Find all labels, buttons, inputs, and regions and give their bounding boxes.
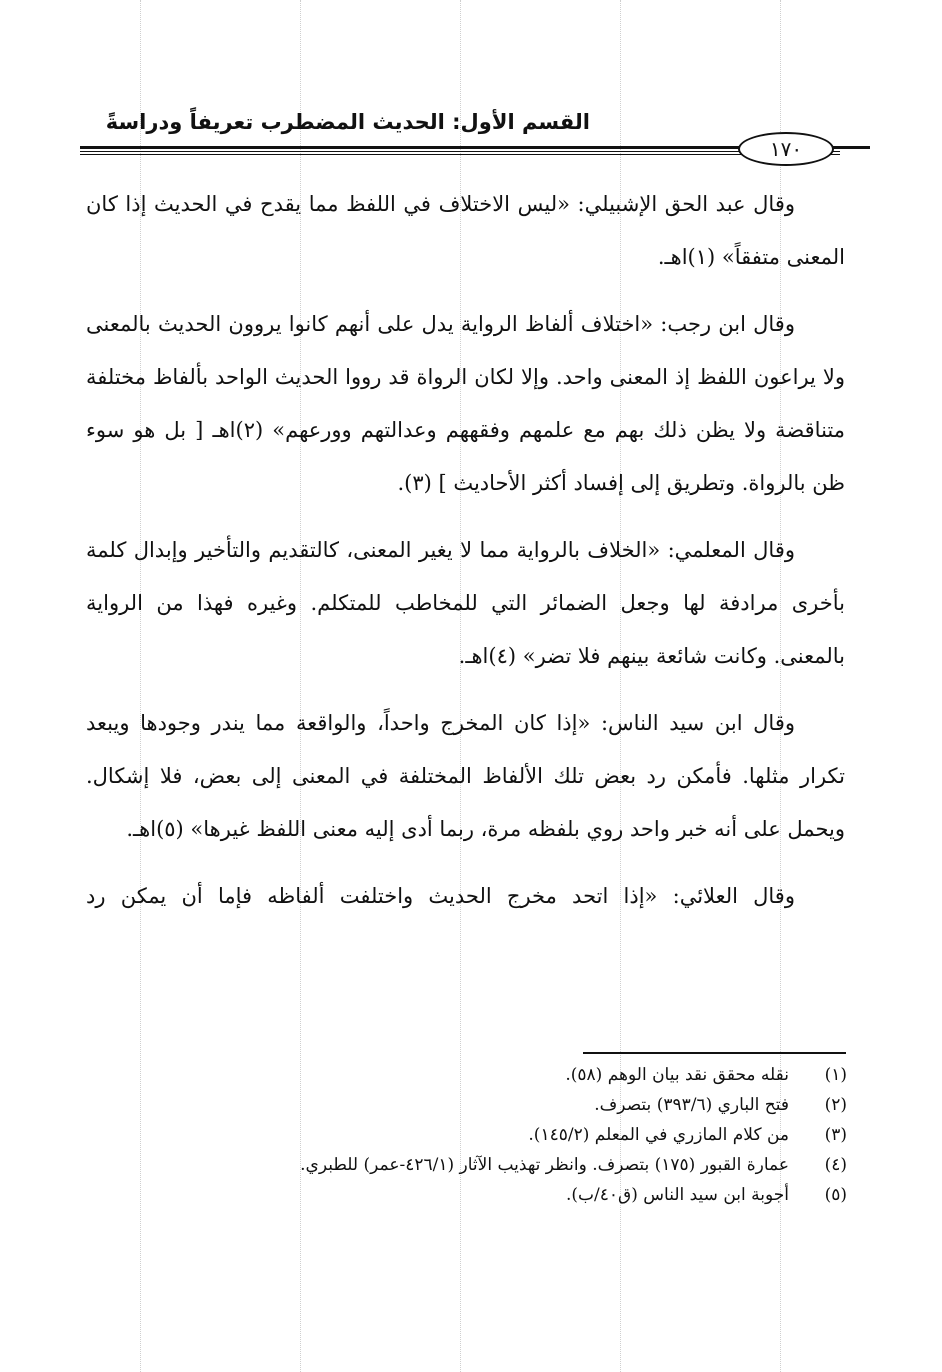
footnote-text: نقله محقق نقد بيان الوهم (٥٨).	[565, 1065, 789, 1085]
header-rule	[80, 154, 840, 155]
main-text	[86, 178, 845, 937]
footnote-text: من كلام المازري في المعلم (١٤٥/٢).	[528, 1125, 789, 1145]
footnote-number: (١)	[824, 1065, 847, 1085]
footnote-text: أجوبة ابن سيد الناس (ق٤٠/ب).	[565, 1185, 789, 1205]
running-header-title: القسم الأول: الحديث المضطرب تعريفاً ودراسةً	[105, 110, 590, 134]
footnotes	[90, 1060, 847, 1210]
footnote	[90, 1150, 847, 1180]
header-rule	[80, 151, 840, 152]
footnote	[90, 1120, 847, 1150]
footnote-number: (٣)	[824, 1125, 847, 1145]
paragraph: وقال العلائي: «إذا اتحد مخرج الحديث واختلفت ألفاظه فإما أن يمكن رد	[86, 884, 795, 908]
paragraph: وقال ابن رجب: «اختلاف ألفاظ الرواية يدل على أنهم كانوا يروون الحديث بالمعنى ولا يراعون اللفظ إذ المعنى واحد. وإلا لكان الرواة قد رووا الحديث الواحد بألفاظ مختلفة متناقضة ولا يظن ذلك بهم مع علمهم وفقههم وعدالتهم وورعهم» (٢)اهـ [ بل هو سوء ظن بالرواة. وتطريق إلى إفساد أكثر الأحاديث ] (٣).	[86, 312, 845, 495]
footnote-separator	[583, 1052, 846, 1054]
footnote	[90, 1060, 847, 1090]
page-number-ornament	[830, 146, 870, 149]
footnote-text: فتح الباري (٣٩٣/٦) بتصرف.	[594, 1095, 789, 1115]
footnote	[90, 1090, 847, 1120]
paragraph: وقال عبد الحق الإشبيلي: «ليس الاختلاف في اللفظ مما يقدح في الحديث إذا كان المعنى متفقاً» (١)اهـ.	[86, 192, 845, 269]
footnote-number: (٥)	[824, 1185, 847, 1205]
footnote-text: عمارة القبور (١٧٥) بتصرف. وانظر تهذيب الآثار (٤٢٦/١-عمر) للطبري.	[300, 1155, 789, 1175]
footnote-number: (٤)	[824, 1155, 847, 1175]
footnote-number: (٢)	[824, 1095, 847, 1115]
paragraph: وقال ابن سيد الناس: «إذا كان المخرج واحداً، والواقعة مما يندر وجودها ويبعد تكرار مثلها. فأمكن رد بعض تلك الألفاظ المختلفة في المعنى إلى بعض، فلا إشكال. ويحمل على أنه خبر واحد روي بلفظه مرة، ربما أدى إليه معنى اللفظ غيرها» (٥)اهـ.	[86, 711, 845, 841]
paragraph: وقال المعلمي: «الخلاف بالرواية مما لا يغير المعنى، كالتقديم والتأخير وإبدال كلمة بأخرى مرادفة لها وجعل الضمائر التي للمخاطب للمتكلم. وغيره فهذا من الرواية بالمعنى. وكانت شائعة بينهم فلا تضر» (٤)اهـ.	[86, 538, 845, 668]
page-number: ١٧٠	[738, 132, 834, 166]
footnote	[90, 1180, 847, 1210]
page-number-ornament	[700, 146, 740, 149]
